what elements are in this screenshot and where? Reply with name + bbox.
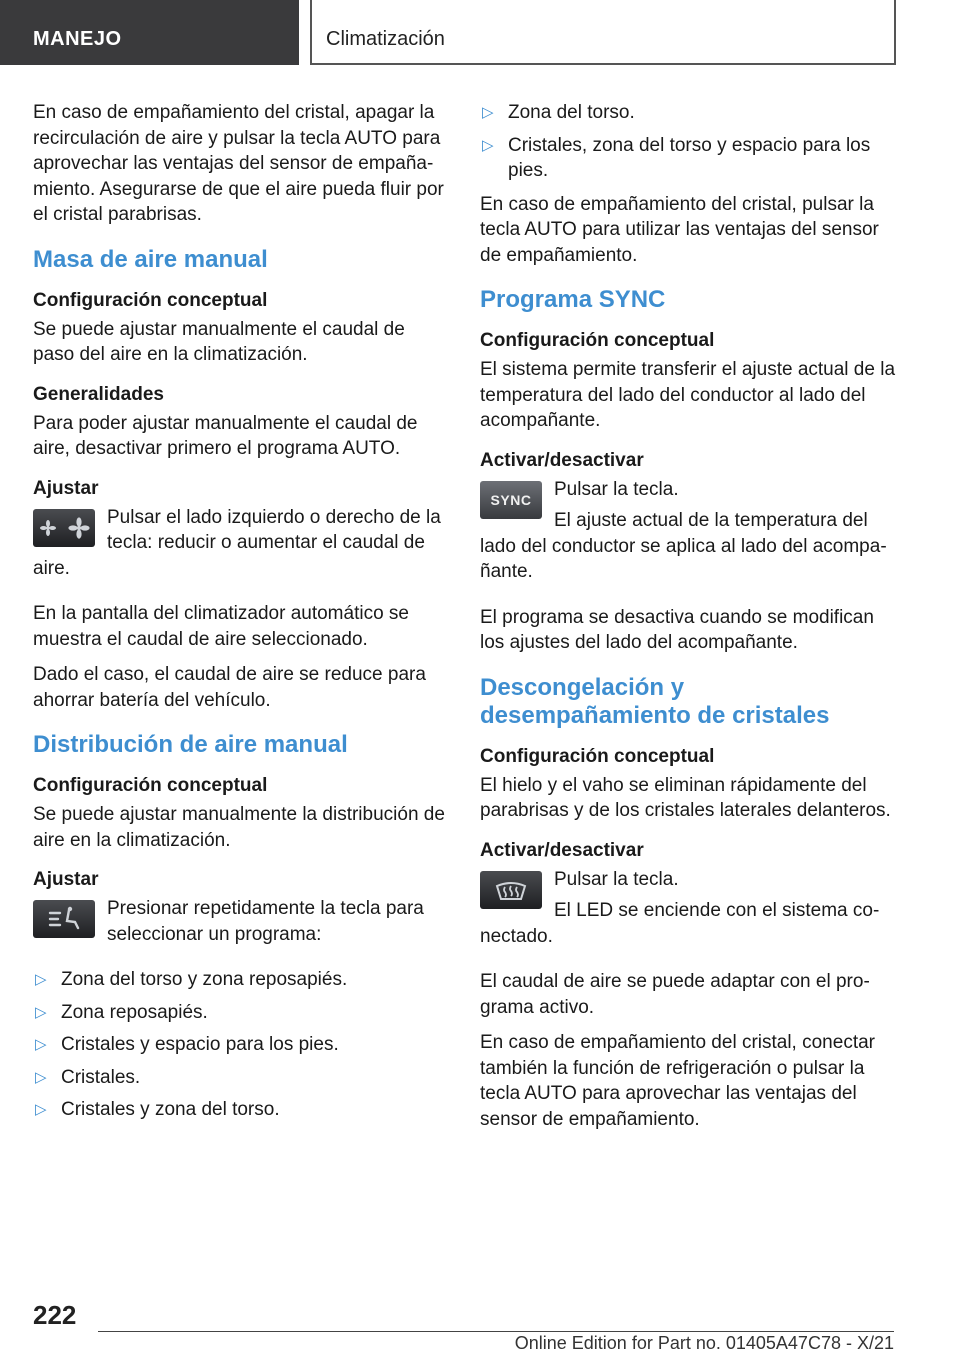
paragraph-pulsar-2: Pulsar la tecla. xyxy=(554,868,679,890)
subheading-activar-2: Activar/desactivar xyxy=(480,839,644,861)
page-number: 222 xyxy=(33,1300,77,1330)
list-item xyxy=(33,1032,449,1058)
list-item xyxy=(480,100,896,126)
defrost-key-instruction xyxy=(480,867,896,960)
paragraph-concepto-2: Se puede ajustar manualmente la distribución de aire en la climatización. xyxy=(33,804,445,851)
air-distribution-icon xyxy=(47,906,81,932)
list-item-text: Zona del torso y zona reposapiés. xyxy=(61,969,348,990)
subheading-concepto-2: Configuración conceptual xyxy=(33,775,268,796)
program-list-left xyxy=(33,967,449,1123)
list-item xyxy=(33,1000,449,1026)
program-list-right xyxy=(480,100,896,184)
triangle-bullet-icon: ▷ xyxy=(35,1068,47,1086)
paragraph-refrigeracion: En caso de empañamiento del cristal, conectar también la función de refrigeración o pulsar la tecla AUTO para aprovechar las ventajas del sensor de empañamiento. xyxy=(480,1032,875,1130)
list-item xyxy=(480,133,896,184)
list-item-text: Cristales. xyxy=(61,1066,141,1088)
section-tab: MANEJO xyxy=(0,0,299,65)
paragraph-concepto-3: El sistema permite transferir el ajuste actual de la temperatura del lado del conductor al lado del acompañante. xyxy=(480,359,896,431)
intro-paragraph: En caso de empañamiento del cristal, apagar la recirculación de aire y pulsar la tecla AUTO para aprovechar las ventajas del sensor de empañamiento. Asegurarse de que el aire pueda fluir por el cristal parabrisas. xyxy=(33,102,444,225)
defrost-key-icon xyxy=(480,871,542,909)
fan-speed-key-icon xyxy=(33,509,95,547)
footer-divider xyxy=(98,1331,894,1332)
fan-large-icon xyxy=(68,517,90,539)
paragraph-sync-effect: El ajuste actual de la temperatura del lado del conductor se aplica al lado del acompañante. xyxy=(480,510,887,582)
paragraph-ajustar-2: Presionar repetidamente la tecla para seleccionar un programa: xyxy=(107,898,424,945)
list-item-text: Zona del torso. xyxy=(508,102,635,123)
paragraph-bateria: Dado el caso, el caudal de aire se reduce para ahorrar batería del vehículo. xyxy=(33,664,426,711)
paragraph-sync-off: El programa se desactiva cuando se modifican los ajustes del lado del acompañante. xyxy=(480,606,874,653)
triangle-bullet-icon: ▷ xyxy=(482,136,494,154)
footer-edition: Online Edition for Part no. 01405A47C78 - X/21 xyxy=(514,1333,894,1353)
right-column xyxy=(480,100,896,1142)
list-item-text: Cristales, zona del torso y espacio para los pies. xyxy=(508,134,871,181)
fan-small-icon xyxy=(39,519,57,537)
paragraph-concepto-4: El hielo y el vaho se eliminan rápidamente del parabrisas y de los cristales laterales delanteros. xyxy=(480,774,891,821)
list-item-text: Cristales y zona del torso. xyxy=(61,1099,280,1120)
triangle-bullet-icon: ▷ xyxy=(35,1003,47,1021)
paragraph-caudal: El caudal de aire se puede adaptar con el programa activo. xyxy=(480,971,870,1018)
list-item-text: Zona reposapiés. xyxy=(61,1001,208,1023)
heading-sync: Programa SYNC xyxy=(480,286,666,313)
triangle-bullet-icon: ▷ xyxy=(35,1101,47,1118)
paragraph-led: El LED se enciende con el sistema conectado. xyxy=(480,900,880,947)
left-column xyxy=(33,100,449,1131)
triangle-bullet-icon: ▷ xyxy=(35,971,47,988)
paragraph-pantalla: En la pantalla del climatizador automático se muestra el caudal de aire seleccionado. xyxy=(33,603,409,650)
heading-descongelacion: Descongelación y desempañamiento de cristales xyxy=(480,673,830,729)
paragraph-pulsar-1: Pulsar la tecla. xyxy=(554,478,679,500)
subheading-activar-1: Activar/desactivar xyxy=(480,449,644,471)
paragraph-auto: En caso de empañamiento del cristal, pulsar la tecla AUTO para utilizar las ventajas del sensor de empañamiento. xyxy=(480,193,879,266)
windshield-defrost-icon xyxy=(494,878,528,902)
sync-key-instruction xyxy=(480,477,896,595)
paragraph-ajustar-1: Pulsar el lado izquierdo o derecho de la tecla: reducir o aumentar el caudal de aire. xyxy=(33,506,441,579)
fan-key-instruction xyxy=(33,505,449,592)
subheading-ajustar-2: Ajustar xyxy=(33,869,99,890)
triangle-bullet-icon: ▷ xyxy=(482,104,494,121)
list-item-text: Cristales y espacio para los pies. xyxy=(61,1034,339,1055)
subheading-ajustar-1: Ajustar xyxy=(33,477,99,499)
subheading-concepto-3: Configuración conceptual xyxy=(480,330,715,351)
subheading-concepto-1: Configuración conceptual xyxy=(33,289,268,311)
paragraph-concepto-1: Se puede ajustar manualmente el caudal de paso del aire en la climatización. xyxy=(33,318,405,365)
triangle-bullet-icon: ▷ xyxy=(35,1036,47,1053)
sync-key-icon: SYNC xyxy=(480,481,542,519)
list-item xyxy=(33,1065,449,1091)
chapter-title: Climatización xyxy=(310,0,896,65)
paragraph-generalidades: Para poder ajustar manualmente el caudal de aire, desactivar primero el programa AUTO. xyxy=(33,412,418,459)
distribution-key-instruction xyxy=(33,896,449,957)
list-item xyxy=(33,1097,449,1123)
air-distribution-key-icon xyxy=(33,900,95,938)
subheading-generalidades: Generalidades xyxy=(33,383,164,405)
heading-distribucion: Distribución de aire manual xyxy=(33,731,348,758)
list-item xyxy=(33,967,449,993)
heading-masa-aire: Masa de aire manual xyxy=(33,245,268,273)
subheading-concepto-4: Configuración conceptual xyxy=(480,745,715,767)
